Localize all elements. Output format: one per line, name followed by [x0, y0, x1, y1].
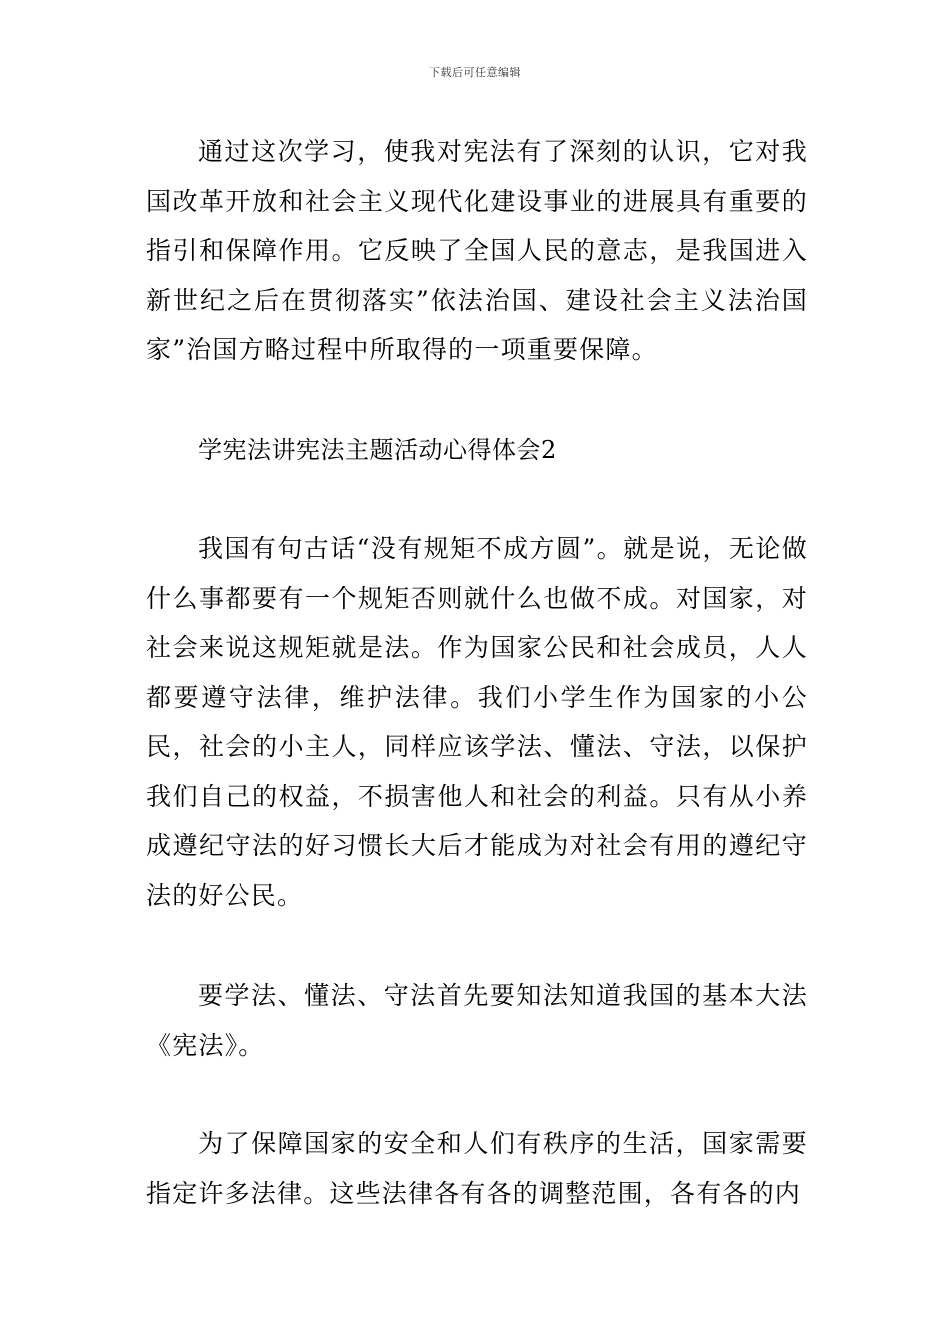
paragraph-1: 通过这次学习，使我对宪法有了深刻的认识，它对我国改革开放和社会主义现代化建设事业的进展具有重要的指引和保障作用。它反映了全国人民的意志，是我国进入新世纪之后在贯彻落实”依法治国、建设社会主义法治国家”治国方略过程中所取得的一项重要保障。 [146, 137, 808, 364]
header-note: 下载后可任意编辑 [429, 66, 521, 79]
paragraph-3: 要学法、懂法、守法首先要知法知道我国的基本大法《宪法》。 [146, 981, 808, 1060]
section-heading: 学宪法讲宪法主题活动心得体会2 [198, 436, 557, 464]
paragraph-2: 我国有句古话“没有规矩不成方圆”。就是说，无论做什么事都要有一个规矩否则就什么也做不成。对国家，对社会来说这规矩就是法。作为国家公民和社会成员，人人都要遵守法律，维护法律。我们小学生作为国家的小公民，社会的小主人，同样应该学法、懂法、守法，以保护我们自己的权益，不损害他人和社会的利益。只有从小养成遵纪守法的好习惯长大后才能成为对社会有用的遵纪守法的好公民。 [146, 534, 808, 910]
paragraph-4: 为了保障国家的安全和人们有秩序的生活，国家需要指定许多法律。这些法律各有各的调整范围，各有各的内 [146, 1129, 808, 1208]
